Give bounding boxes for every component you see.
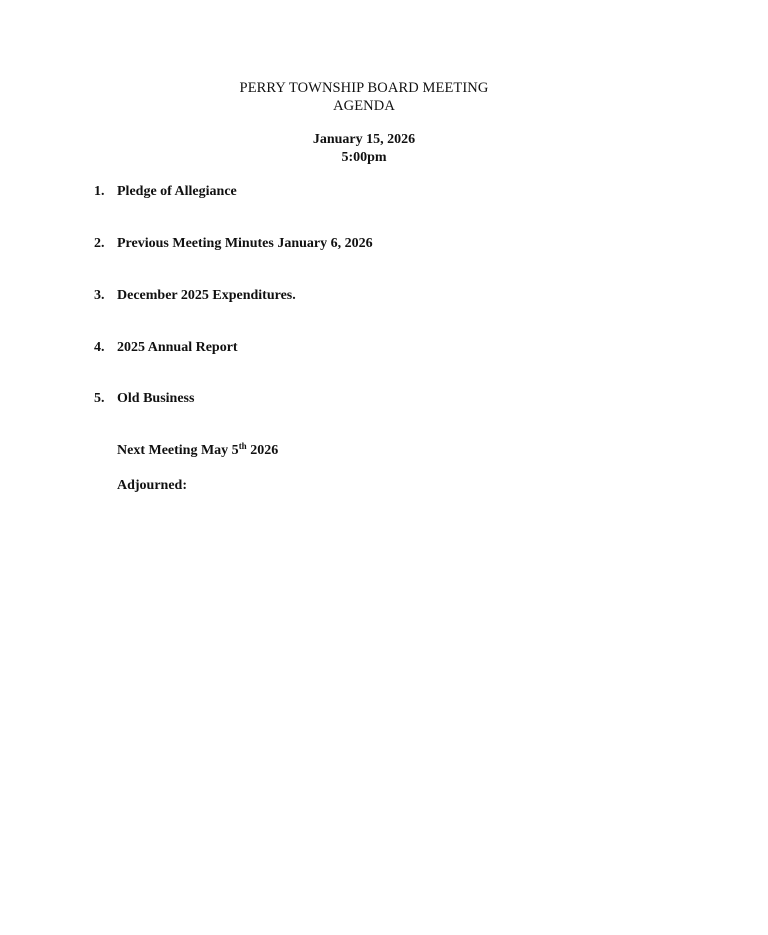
agenda-item-number: 3.: [94, 288, 105, 303]
ordinal-suffix: th: [238, 441, 247, 451]
agenda-item-expenditures: [94, 287, 296, 305]
agenda-item-number: 5.: [94, 391, 105, 406]
agenda-heading: AGENDA: [333, 98, 395, 114]
agenda-item-number: 1.: [94, 184, 105, 199]
agenda-item-annual-report: [94, 339, 238, 357]
agenda-item-number: 2.: [94, 236, 105, 251]
agenda-item-previous-minutes: [94, 235, 373, 253]
adjourned-label: Adjourned:: [117, 478, 188, 493]
agenda-item-text: December 2025 Expenditures.: [117, 288, 296, 303]
next-meeting-year: 2026: [246, 443, 279, 458]
next-meeting-text: Next Meeting May 5: [117, 443, 239, 458]
agenda-item-text: Pledge of Allegiance: [117, 184, 237, 199]
agenda-item-old-business: [94, 390, 194, 408]
agenda-item-text: Old Business: [117, 391, 195, 406]
agenda-item-pledge: [94, 183, 237, 201]
meeting-time: 5:00pm: [341, 150, 387, 165]
next-meeting-line: [117, 442, 278, 460]
meeting-title: PERRY TOWNSHIP BOARD MEETING: [239, 80, 489, 96]
meeting-date: January 15, 2026: [312, 132, 416, 147]
agenda-item-number: 4.: [94, 340, 105, 355]
agenda-item-text: Previous Meeting Minutes January 6, 2026: [117, 236, 373, 251]
agenda-item-text: 2025 Annual Report: [117, 340, 238, 355]
